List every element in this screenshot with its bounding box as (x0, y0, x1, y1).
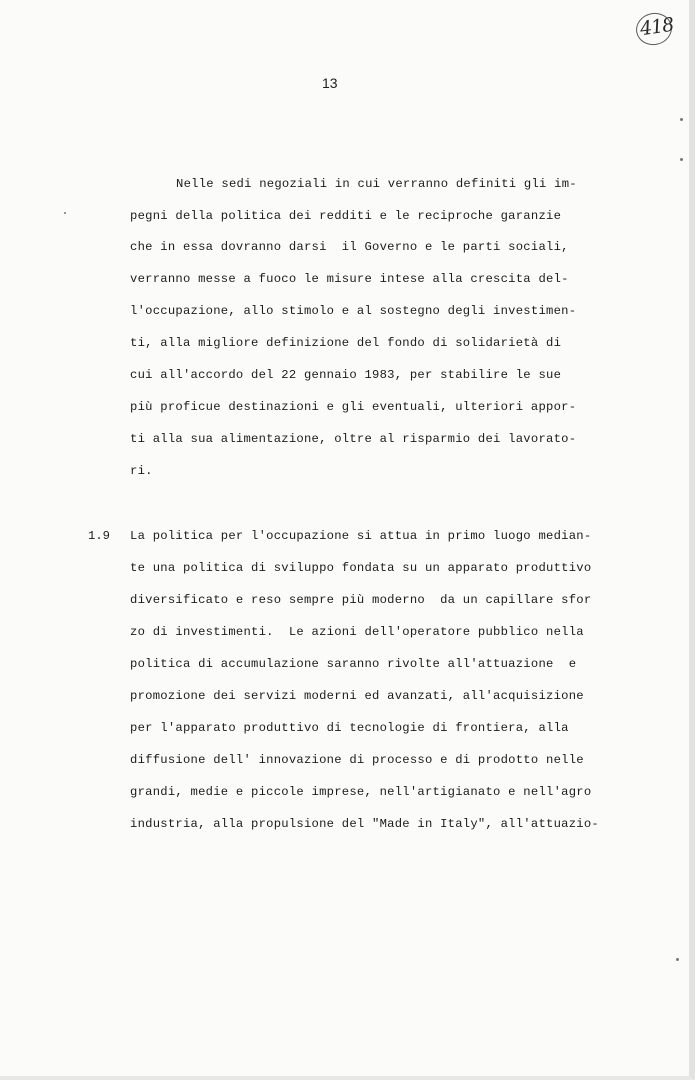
page-number: 13 (322, 75, 338, 91)
section-1-9-line: industria, alla propulsione del "Made in Italy", all'attuazio- (130, 817, 599, 831)
archive-number: 418 (638, 13, 675, 41)
paragraph-1-line: ti alla sua alimentazione, oltre al risparmio dei lavorato- (130, 432, 577, 446)
scan-speck (680, 158, 683, 161)
section-number: 1.9 (88, 529, 110, 543)
section-1-9-line: per l'apparato produttivo di tecnologie di frontiera, alla (130, 721, 569, 735)
paragraph-1-line: l'occupazione, allo stimolo e al sostegno degli investimen- (130, 304, 577, 318)
paragraph-1-line: che in essa dovranno darsi il Governo e le parti sociali, (130, 240, 569, 254)
paragraph-1-line: Nelle sedi negoziali in cui verranno definiti gli im- (176, 177, 577, 191)
scan-speck (676, 958, 679, 961)
paragraph-1-line: ri. (130, 464, 153, 478)
section-1-9-line: diversificato e reso sempre più moderno da un capillare sfor (130, 593, 592, 607)
paragraph-1-line: pegni della politica dei redditi e le reciproche garanzie (130, 209, 562, 223)
scan-speck (64, 212, 66, 214)
archive-stamp (630, 10, 678, 46)
paragraph-1-line: ti, alla migliore definizione del fondo di solidarietà di (130, 336, 562, 350)
scan-speck (680, 118, 683, 121)
section-1-9-line: zo di investimenti. Le azioni dell'operatore pubblico nella (130, 625, 584, 639)
section-1-9-line: grandi, medie e piccole imprese, nell'artigianato e nell'agro (130, 785, 592, 799)
section-1-9-line: diffusione dell' innovazione di processo e di prodotto nelle (130, 753, 584, 767)
section-1-9-line: promozione dei servizi moderni ed avanzati, all'acquisizione (130, 689, 584, 703)
section-1-9-line: te una politica di sviluppo fondata su un apparato produttivo (130, 561, 592, 575)
paragraph-1-line: cui all'accordo del 22 gennaio 1983, per stabilire le sue (130, 368, 562, 382)
paragraph-1-line: più proficue destinazioni e gli eventuali, ulteriori appor- (130, 400, 577, 414)
paragraph-1-line: verranno messe a fuoco le misure intese alla crescita del- (130, 272, 569, 286)
section-1-9-line: La politica per l'occupazione si attua in primo luogo median- (130, 529, 592, 543)
section-1-9-line: politica di accumulazione saranno rivolte all'attuazione e (130, 657, 577, 671)
